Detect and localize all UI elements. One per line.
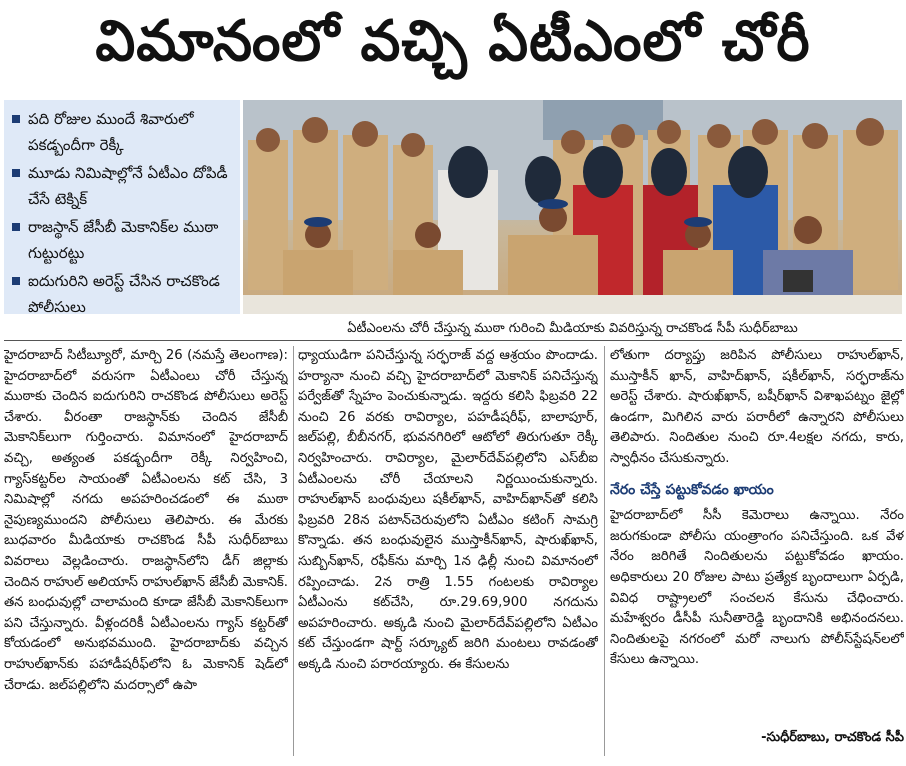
press-meet-illustration [243, 100, 902, 314]
subheading: నేరం చేస్తే పట్టుకోవడం ఖాయం [610, 481, 774, 498]
column-divider [293, 346, 294, 756]
headline: విమానంలో వచ్చి ఏటీఎంలో చోరీ [95, 8, 811, 74]
bullet-square-icon [12, 115, 20, 123]
highlight-item [12, 106, 234, 158]
highlight-text: పది రోజుల ముందే శివారులో పకడ్బందీగా రెక్కీ [28, 110, 194, 154]
bullet-square-icon [12, 169, 20, 177]
highlight-text: ఐదుగురిని అరెస్ట్ చేసిన రాచకొండ పోలీసులు [28, 272, 220, 316]
photo-caption: ఏటీఎంలను చోరీ చేస్తున్న ముఠా గురించి మీడియాకు వివరిస్తున్న రాచకొండ సీపీ సుధీర్‌బాబు [347, 321, 798, 336]
bullet-square-icon [12, 277, 20, 285]
column-divider [604, 346, 605, 756]
highlight-item [12, 268, 234, 320]
article-paragraph: లోతుగా దర్యాప్తు జరిపిన పోలీసులు రాహుల్‌ఖాన్, ముస్తాకీన్ ఖాన్, వాహిద్‌ఖాన్, షకీల్‌ఖాన్, సర్ఫరాజ్‌ను అరెస్ట్ చేశారు. షారుఖ్‌ఖాన్, బషీర్‌ఖాన్ విశాఖపట్నం జైల్లో ఉండగా, మిగిలిన వారు పరారీలో ఉన్నారని పోలీసులు తెలిపారు. నిందితుల నుంచి రూ.4లక్షల నగదు, కారు, స్వాధీనం చేసుకున్నారు. [610, 348, 904, 466]
article-paragraph: హైదరాబాద్‌లో సీసీ కెమెరాలు ఉన్నాయి. నేరం జరుగకుండా పోలీసు యంత్రాంగం పనిచేస్తుంది. ఒక వేళ నేరం జరిగితే నిందితులను పట్టుకోవడం ఖాయం. అధికారులు 20 రోజుల పాటు ప్రత్యేక బృందాలుగా ఏర్పడి, వివిధ రాష్ట్రాలలో సంచలన కేసును చేధించారు. మహేశ్వరం డీసీపీ సునీతారెడ్డి బృందానికి అభినందనలు. నిందితులపై నగరంలో మరో నాలుగు పోలీస్‌స్టేషన్‌లలో కేసులు ఉన్నాయి. [610, 508, 904, 668]
article-column-3 [610, 346, 904, 760]
highlight-text: రాజస్థాన్ జేసీబీ మెకానిక్‌ల ముఠా గుట్టురట్టు [28, 218, 219, 262]
bullet-square-icon [12, 223, 20, 231]
highlight-text: మూడు నిమిషాల్లోనే ఏటీఎం దోపిడీ చేసే టెక్నిక్ [28, 164, 228, 208]
press-meet-photo [243, 100, 902, 314]
article-column-1: హైదరాబాద్ సిటీబ్యూరో, మార్చి 26 (నమస్తే తెలంగాణ): హైదరాబాద్‌లో వరుసగా ఏటీఎంలు చోరీ చేస్తున్న ముఠాకు చెందిన ఐదుగురిని రాచకొండ పోలీసులు అరెస్ట్ చేశారు. వీరంతా రాజస్థాన్‌కు చెందిన జేసీబీ మెకానిక్‌లుగా గుర్తించారు. విమానంలో హైదరాబాద్ వచ్చి, అత్యంత పకడ్బందీగా రెక్కీ నిర్వహించి, గ్యాస్‌కట్టర్‌ల సాయంతో ఏటీఎంలను కట్ చేసి, 3 నిమిషాల్లో నగదు అపహరించడంలో ఈ ముఠా నైపుణ్యముందని పోలీసులు తెలిపారు. ఈ మేరకు బుధవారం మీడియాకు రాచకొండ సీపీ సుధీర్‌బాబు వివరాలు వెల్లడించారు. రాజస్థాన్‌లోని డీగ్ జిల్లాకు చెందిన రాహుల్ అలియాస్ రాహుల్‌ఖాన్ జేసీబీ మెకానిక్. తన బంధువుల్లో చాలామంది కూడా జేసీబీ మెకానిక్‌లుగా పని చేస్తున్నారు. వీళ్లందరికీ ఏటీఎంలను గ్యాస్ కట్టర్‌తో కోయడంలో అనుభవముంది. హైదరాబాద్‌కు వచ్చిన రాహుల్‌ఖాన్‌కు పహాడీషరీఫ్‌లోని ఓ మెకానిక్ షెడ్‌లో చేరాడు. జల్‌పల్లిలోని మదర్సాలో ఉపా [4, 348, 288, 693]
divider [4, 340, 902, 341]
quote-byline: -సుధీర్‌బాబు, రాచకొండ సీపీ [761, 730, 904, 745]
highlights-box [4, 100, 240, 314]
highlight-item [12, 214, 234, 266]
article-column-2: ధ్యాయుడిగా పనిచేస్తున్న సర్ఫరాజ్ వద్ద ఆశ్రయం పొందాడు. హర్యానా నుంచి వచ్చి హైదరాబాద్‌లో మెకానిక్ పనిచేస్తున్న పర్వేజ్‌తో స్నేహం పెంచుకున్నాడు. ఇద్దరు కలిసి ఫిబ్రవరి 22 నుంచి 26 వరకు రావిర్యాల, పహడీషరీఫ్, బాలాపూర్, జల్‌పల్లి, బీబీనగర్, భువనగిరిలో ఆటోలో తిరుగుతూ రెక్కీ నిర్వహించారు. రావిర్యాల, మైలార్‌దేవ్‌పల్లిలోని ఎస్‌బీఐ ఏటీఎంలను చోరీ చేయాలని నిర్ణయించుకున్నారు. రాహుల్‌ఖాన్ బంధువులు షకీల్‌ఖాన్, వాహిద్‌ఖాన్‌తో కలిసి ఫిబ్రవరి 28న పటాన్‌చెరువులోని ఏటీఎం కటింగ్ సామగ్రి కొన్నాడు. తన బంధువులైన ముస్తాకీన్‌ఖాన్, షారుఖ్‌ఖాన్, సుబ్బిన్‌ఖాన్, రఫీక్‌ను మార్చి 1న ఢిల్లీ నుంచి విమానంలో రప్పించాడు. 2న రాత్రి 1.55 గంటలకు రావిర్యాల ఏటీఎంను కట్‌చేసి, రూ.29.69,900 నగదును అపహరించారు. అక్కడి నుంచి మైలార్‌దేవ్‌పల్లిలోని ఏటీఎం కట్ చేస్తుండగా షార్ట్ సర్క్యూట్ జరిగి మంటలు రావడంతో అక్కడి నుంచి పరారయ్యారు. ఈ కేసులను [298, 348, 598, 672]
highlight-item [12, 160, 234, 212]
